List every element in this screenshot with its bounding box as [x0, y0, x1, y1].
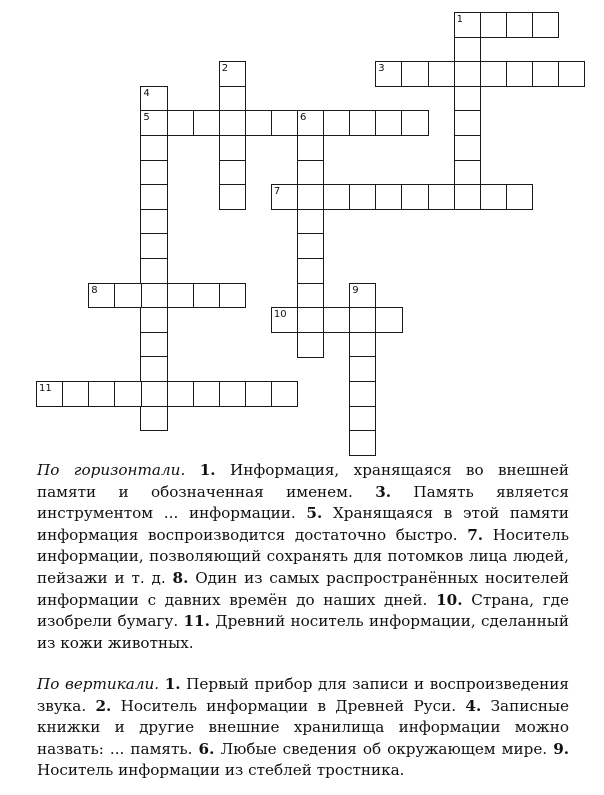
clue-number: 9. [553, 739, 570, 758]
crossword-cell[interactable] [140, 233, 167, 259]
clue-number: 5. [306, 504, 323, 523]
clue-text: Первый прибор для записи и воспроизведения звука. [37, 675, 570, 715]
crossword-cell[interactable] [349, 110, 376, 136]
crossword-cell[interactable] [349, 332, 376, 358]
crossword-cell[interactable] [193, 110, 220, 136]
crossword-cell[interactable] [401, 110, 428, 136]
crossword-cell[interactable] [454, 61, 481, 87]
crossword-cell[interactable] [532, 61, 559, 87]
crossword-cell[interactable] [167, 110, 194, 136]
crossword-cell[interactable] [219, 110, 246, 136]
crossword-cell[interactable] [349, 307, 376, 333]
crossword-cell[interactable] [454, 160, 481, 186]
crossword-cell[interactable] [375, 307, 402, 333]
across-heading: По горизонтали. [37, 461, 186, 479]
crossword-cell[interactable] [454, 86, 481, 112]
across-clues [37, 460, 569, 654]
crossword-cell[interactable] [193, 381, 220, 407]
crossword-cell[interactable] [401, 61, 428, 87]
clue-text: Древний носитель информации, сделанный из кожи животных. [37, 612, 570, 652]
crossword-cell[interactable] [297, 307, 324, 333]
cell-number: 1 [456, 14, 463, 25]
clue-number: 1. [199, 461, 216, 479]
crossword-cell[interactable] [271, 381, 298, 407]
crossword-cell[interactable] [401, 184, 428, 210]
crossword-cell[interactable] [297, 135, 324, 161]
crossword-cell[interactable] [506, 12, 533, 38]
crossword-cell[interactable] [349, 184, 376, 210]
crossword-cell[interactable] [454, 110, 481, 136]
clue-text: Хранящаяся в этой памяти информация воспроизводится достаточно быстро. [37, 504, 569, 544]
clue-text: Записные книжки и другие внешние хранилища информации можно назвать: ... память. [37, 696, 570, 758]
cell-number: 8 [91, 284, 98, 296]
crossword-cell[interactable] [88, 381, 115, 407]
crossword-cell[interactable] [349, 381, 376, 407]
crossword-cell[interactable] [167, 283, 194, 309]
crossword-cell[interactable] [62, 381, 89, 407]
across-clue-list [37, 461, 569, 652]
crossword-cell[interactable] [114, 283, 141, 309]
crossword-cell[interactable] [219, 283, 246, 309]
crossword-cell[interactable] [140, 209, 167, 235]
cell-number: 11 [39, 383, 52, 394]
crossword-cell[interactable] [271, 110, 298, 136]
crossword-cell[interactable] [375, 184, 402, 210]
crossword-cell[interactable] [323, 110, 350, 136]
crossword-cell[interactable] [297, 209, 324, 235]
cell-number: 10 [273, 309, 287, 321]
crossword-cell[interactable] [140, 184, 167, 210]
crossword-cell[interactable] [245, 110, 272, 136]
clue-text: Носитель информации из стеблей тростника. [37, 761, 405, 780]
cell-number: 6 [300, 112, 307, 124]
clue-number: 10. [436, 590, 463, 609]
cell-number: 5 [143, 112, 150, 124]
clue-number: 2. [95, 696, 112, 715]
clue-text: Один из самых распространённых носителей информации с давних времён до наших дней. [37, 568, 569, 609]
crossword-cell[interactable] [140, 406, 167, 432]
crossword-cell[interactable] [140, 160, 167, 186]
clue-text: Информация, хранящаяся во внешней памяти и обозначенная именем. [37, 461, 570, 501]
crossword-cell[interactable] [506, 184, 533, 210]
clue-number: 8. [172, 568, 189, 587]
cell-number: 2 [221, 63, 229, 75]
crossword-cell[interactable] [219, 381, 246, 407]
down-clues [37, 674, 569, 782]
clue-number: 11. [183, 612, 210, 631]
crossword-cell[interactable] [323, 307, 350, 333]
crossword-cell[interactable] [349, 406, 376, 432]
clue-text: Память является инструментом ... информации. [37, 482, 569, 523]
clue-text: Носитель информации в Древней Руси. [120, 696, 457, 715]
crossword-cell[interactable] [219, 86, 246, 112]
down-clue [199, 740, 548, 758]
crossword-cell[interactable] [297, 258, 324, 284]
crossword-cell[interactable] [349, 430, 376, 456]
crossword-cell[interactable] [140, 381, 167, 407]
cell-number: 3 [378, 63, 385, 75]
cell-number: 7 [273, 186, 281, 198]
crossword-cell[interactable] [167, 381, 194, 407]
crossword-cell[interactable] [297, 160, 324, 186]
crossword-cell[interactable] [140, 258, 167, 284]
crossword-cell[interactable] [219, 135, 246, 161]
crossword-cell[interactable] [140, 356, 167, 382]
crossword-cell[interactable] [375, 110, 402, 136]
crossword-cell[interactable] [140, 135, 167, 161]
crossword-cell[interactable] [480, 61, 507, 87]
crossword-cell[interactable] [297, 332, 324, 358]
clue-text: Носитель информации, позволяющий сохранять для потомков лица людей, пейзажи и т. д. [37, 525, 570, 587]
crossword-cell[interactable] [297, 233, 324, 259]
crossword-cell[interactable] [480, 184, 507, 210]
crossword-cell[interactable] [558, 61, 585, 87]
crossword-cell[interactable] [506, 61, 533, 87]
clue-number: 6. [198, 739, 215, 758]
crossword-cell[interactable] [193, 283, 220, 309]
crossword-cell[interactable] [245, 381, 272, 407]
clue-number: 3. [375, 482, 392, 501]
crossword-cell[interactable] [114, 381, 141, 407]
cell-number: 9 [352, 284, 359, 296]
crossword-cell[interactable] [140, 283, 167, 309]
crossword-cell[interactable] [297, 184, 324, 210]
clue-number: 4. [465, 696, 482, 715]
crossword-cell[interactable] [140, 332, 167, 358]
crossword-cell[interactable] [428, 184, 455, 210]
crossword-cell[interactable] [454, 135, 481, 161]
crossword-cell[interactable] [140, 307, 167, 333]
crossword-cell[interactable] [480, 12, 507, 38]
clue-number: 7. [467, 525, 484, 544]
crossword-cell[interactable] [532, 12, 559, 38]
crossword-cell[interactable] [454, 184, 481, 210]
clue-text: Страна, где изобрели бумагу. [37, 590, 570, 631]
crossword-cell[interactable] [428, 61, 455, 87]
clue-number: 1. [164, 675, 181, 693]
down-clue [95, 697, 456, 715]
crossword-cell[interactable] [349, 356, 376, 382]
crossword-cell[interactable] [219, 160, 246, 186]
crossword-cell[interactable] [219, 184, 246, 210]
down-heading: По вертикали. [37, 675, 160, 693]
crossword-cell[interactable] [323, 184, 350, 210]
crossword-cell[interactable] [297, 283, 324, 309]
clue-text: Любые сведения об окружающем мире. [220, 739, 548, 758]
crossword-cell[interactable] [454, 37, 481, 63]
cell-number: 4 [143, 87, 150, 99]
